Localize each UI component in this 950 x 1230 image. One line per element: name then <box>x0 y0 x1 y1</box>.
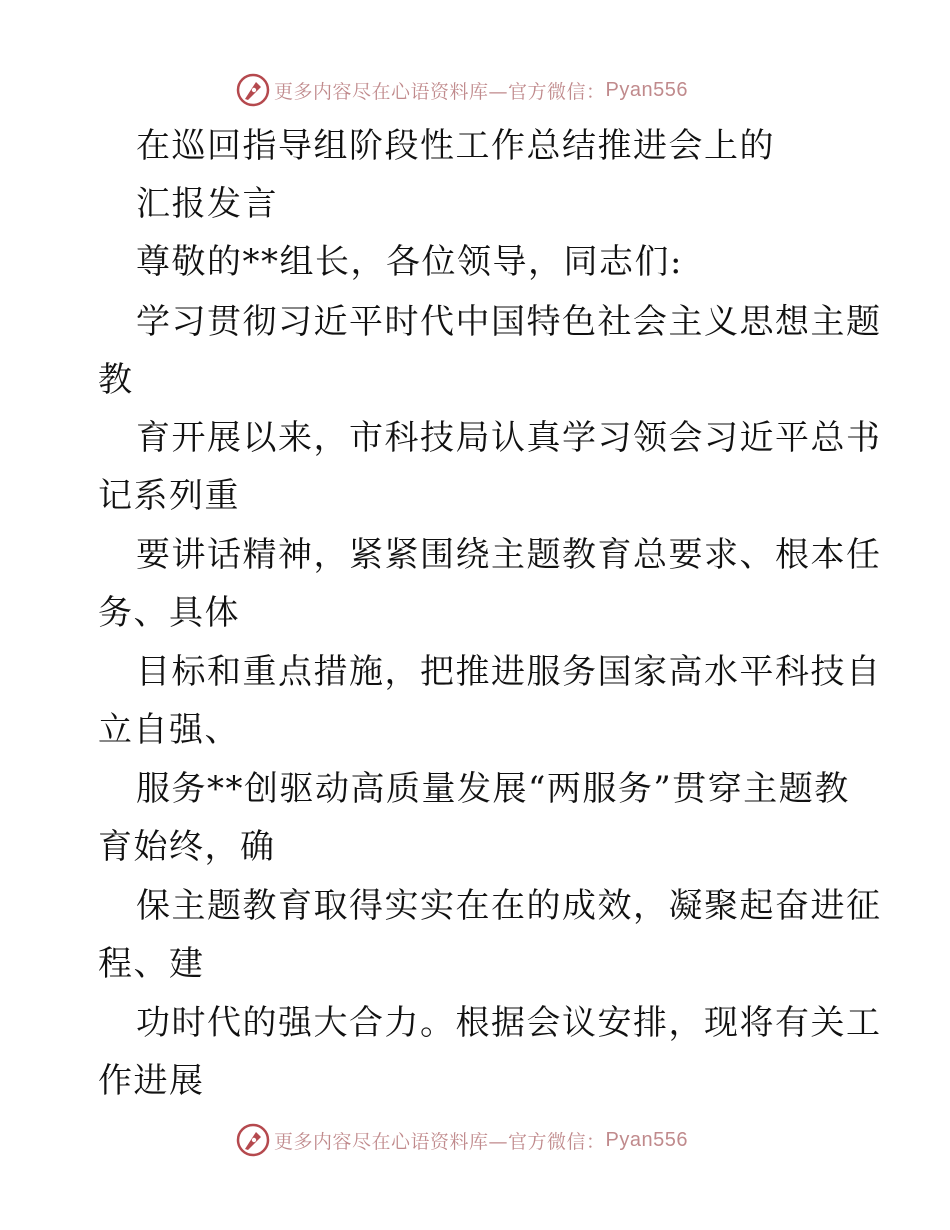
watermark-wechat-id: Pyan556 <box>605 1128 688 1151</box>
body-line: 务、具体 <box>98 593 240 633</box>
body-line: 学习贯彻习近平时代中国特色社会主义思想主题 <box>136 302 882 342</box>
body-line: 服务**创驱动高质量发展“两服务”贯穿主题教 <box>136 769 850 809</box>
footer-watermark <box>236 1122 688 1158</box>
body-line: 保主题教育取得实实在在的成效，凝聚起奋进征 <box>136 886 882 926</box>
watermark-text: 更多内容尽在心语资料库—官方微信： <box>274 1130 606 1153</box>
document-title-line-1: 在巡回指导组阶段性工作总结推进会上的 <box>136 126 775 166</box>
body-line: 目标和重点措施，把推进服务国家高水平科技自 <box>136 652 882 692</box>
body-line: 程、建 <box>98 944 205 984</box>
salutation: 尊敬的**组长，各位领导，同志们: <box>136 242 683 282</box>
body-line: 教 <box>98 360 134 400</box>
body-line: 记系列重 <box>98 476 240 516</box>
body-line: 育开展以来，市科技局认真学习领会习近平总书 <box>136 418 882 458</box>
body-line: 要讲话精神，紧紧围绕主题教育总要求、根本任 <box>136 535 882 575</box>
body-line: 功时代的强大合力。根据会议安排，现将有关工 <box>136 1003 882 1043</box>
watermark-wechat-id: Pyan556 <box>605 78 688 101</box>
pen-nib-logo-icon <box>236 1123 270 1157</box>
document-title-line-2: 汇报发言 <box>136 184 278 224</box>
body-line: 立自强、 <box>98 710 240 750</box>
body-line: 育始终，确 <box>98 827 276 867</box>
watermark-text: 更多内容尽在心语资料库—官方微信： <box>274 80 606 103</box>
body-line: 作进展 <box>98 1061 205 1101</box>
